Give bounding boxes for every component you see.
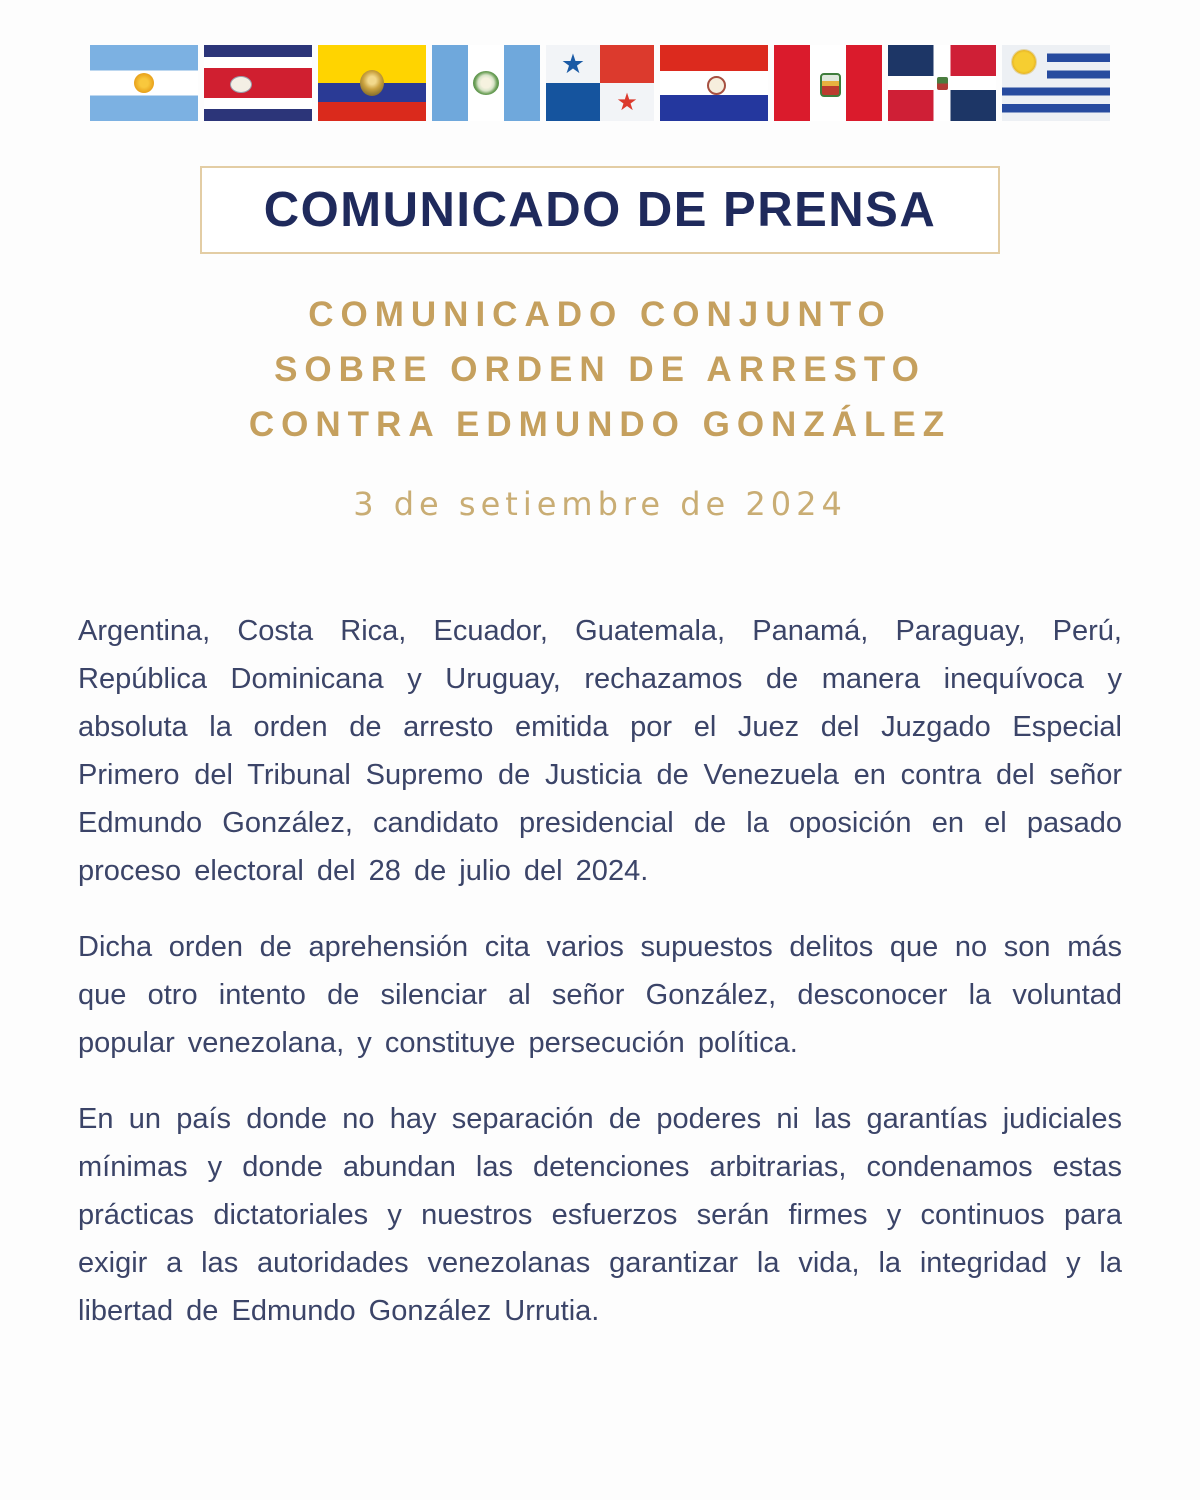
headline-line-3: CONTRA EDMUNDO GONZÁLEZ [248, 405, 952, 444]
flag-paraguay-icon [660, 45, 768, 121]
flag-guatemala-icon [432, 45, 540, 121]
headline-line-2: SOBRE ORDEN DE ARRESTO [274, 350, 926, 389]
flag-republica-dominicana-icon [888, 45, 996, 121]
press-banner [200, 166, 1000, 254]
headline-line-1: COMUNICADO CONJUNTO [308, 295, 892, 334]
flag-argentina-icon [90, 45, 198, 121]
flags-row [0, 45, 1200, 121]
paragraph-1: Argentina, Costa Rica, Ecuador, Guatemala, Panamá, Paraguay, Perú, República Dominicana y Uruguay, rechazamos de manera inequívoca y absoluta la orden de arresto emitida por el Juez del Juzgado Especial Primero del Tribunal Supremo de Justicia de Venezuela en contra del señor Edmundo González, candidato presidencial de la oposición en el pasado proceso electoral del 28 de julio del 2024. [78, 615, 1122, 887]
flag-costa-rica-icon [204, 45, 312, 121]
date-line: 3 de setiembre de 2024 [353, 485, 847, 523]
paragraph-2: Dicha orden de aprehensión cita varios supuestos delitos que no son más que otro intento de silenciar al señor González, desconocer la voluntad popular venezolana, y constituye persecución política. [78, 931, 1122, 1059]
press-banner-title: COMUNICADO DE PRENSA [263, 183, 937, 237]
body-text [0, 607, 1200, 1335]
flag-uruguay-icon [1002, 45, 1110, 121]
flag-panama-icon [546, 45, 654, 121]
headline [0, 287, 1200, 452]
paragraph-3: En un país donde no hay separación de poderes ni las garantías judiciales mínimas y donde abundan las detenciones arbitrarias, condenamos estas prácticas dictatoriales y nuestros esfuerzos serán firmes y continuos para exigir a las autoridades venezolanas garantizar la vida, la integridad y la libertad de Edmundo González Urrutia. [78, 1103, 1122, 1327]
flag-ecuador-icon [318, 45, 426, 121]
flag-peru-icon [774, 45, 882, 121]
